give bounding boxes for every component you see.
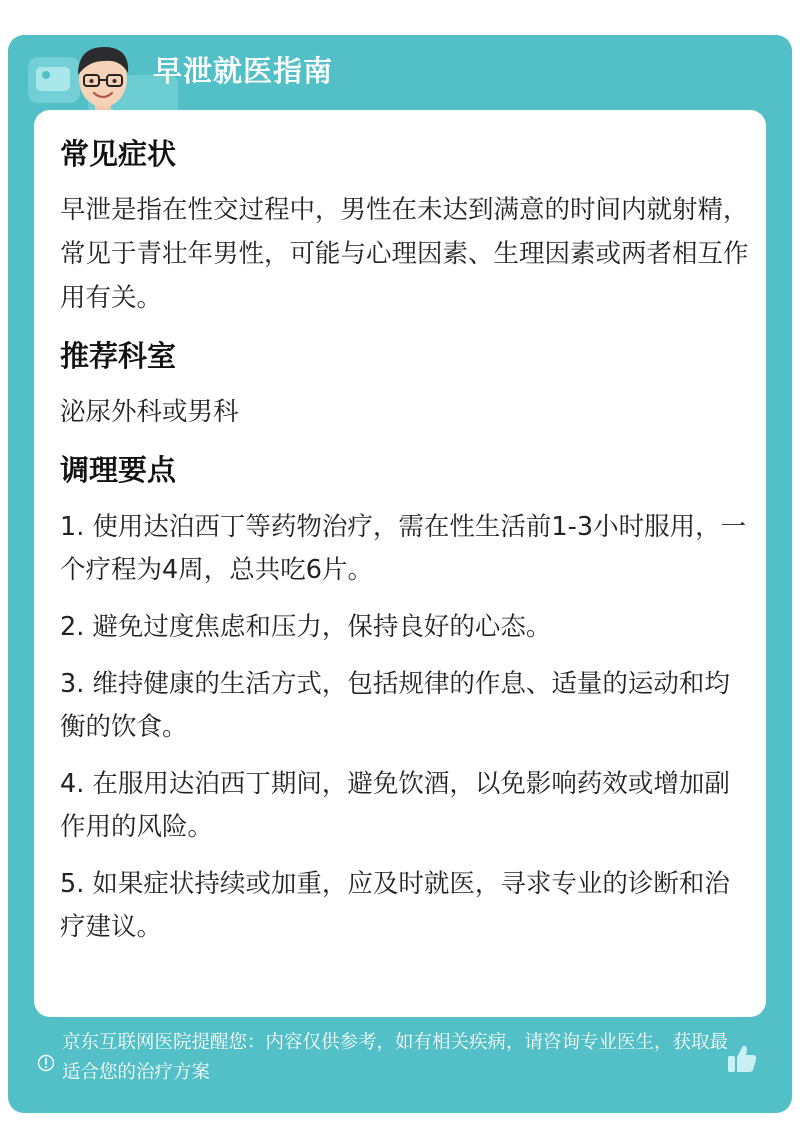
care-point-item: 1. 使用达泊西丁等药物治疗，需在性生活前1-3小时服用，一个疗程为4周，总共吃6片。: [60, 512, 747, 585]
thumbs-up-icon[interactable]: [725, 1042, 759, 1076]
care-point-item: 5. 如果症状持续或加重，应及时就医，寻求专业的诊断和治疗建议。: [60, 869, 730, 942]
info-icon: [37, 1054, 55, 1072]
care-point-item: 2. 避免过度焦虑和压力，保持良好的心态。: [60, 612, 552, 642]
section-title-department: 推荐科室: [60, 339, 177, 373]
page-title: 早泄就医指南: [153, 54, 334, 88]
care-point-item: 4. 在服用达泊西丁期间，避免饮酒，以免影响药效或增加副作用的风险。: [60, 769, 730, 842]
care-point-item: 3. 维持健康的生活方式，包括规律的作息、适量的运动和均衡的饮食。: [60, 669, 730, 742]
symptoms-text: 早泄是指在性交过程中，男性在未达到满意的时间内就射精，常见于青壮年男性，可能与心理因素、生理因素或两者相互作用有关。: [60, 195, 749, 313]
section-title-care-points: 调理要点: [60, 453, 177, 487]
content-card: [34, 110, 766, 1017]
disclaimer-text: 京东互联网医院提醒您：内容仅供参考，如有相关疾病，请咨询专业医生，获取最适合您的治疗方案: [62, 1032, 729, 1083]
department-text: 泌尿外科或男科: [60, 397, 239, 427]
section-title-symptoms: 常见症状: [60, 137, 177, 171]
